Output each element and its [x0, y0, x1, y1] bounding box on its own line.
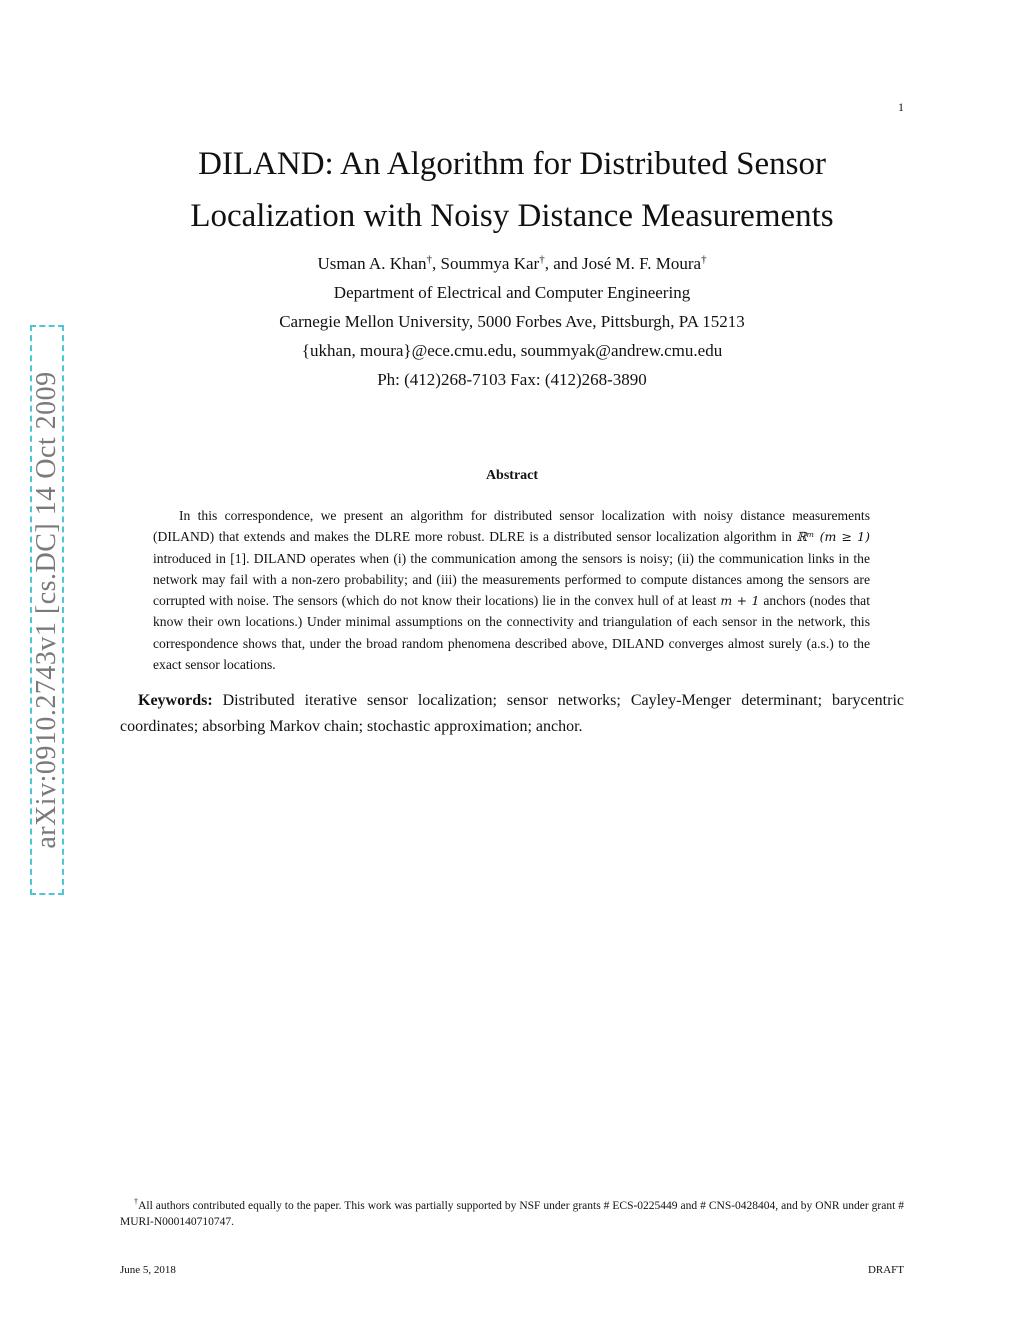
contact-phone: Ph: (412)268-7103 Fax: (412)268-3890 [377, 370, 647, 389]
page-number: 1 [898, 100, 904, 114]
affiliation-department: Department of Electrical and Computer Engineering [333, 283, 691, 302]
footnote-mark: † [134, 1197, 139, 1207]
author-emails: {ukhan, moura}@ece.cmu.edu, soummyak@andrew.cmu.edu [301, 341, 723, 360]
abstract-body: In this correspondence, we present an algorithm for distributed sensor localization with noisy distance measurements (DILAND) that extends and makes the DLRE more robust. DLRE is a distributed sensor localization algorithm in ℝᵐ (m ≥ 1) introduced in [1]. DILAND operates when (i) the communication among the sensors is noisy; (ii) the communication links in the network may fail with a non-zero probability; and (iii) the measurements performed to compute distances among the sensors are corrupted with noise. The sensors (which do not know their locations) lie in the convex hull of at least m + 1 anchors (nodes that know their own locations.) Under minimal assumptions on the connectivity and triangulation of each sensor in the network, this correspondence shows that, under the broad random phenomena described above, DILAND converges almost surely (a.s.) to the exact sensor locations. [153, 508, 870, 673]
math-expression: m + 1 [720, 593, 760, 609]
dagger-mark: † [539, 253, 545, 266]
dagger-mark: † [426, 253, 433, 266]
arxiv-identifier[interactable]: arXiv:0910.2743v1 [cs.DC] 14 Oct 2009 [31, 371, 62, 849]
paper-title [120, 138, 904, 242]
author-name: Soummya Kar [440, 254, 540, 273]
keywords [120, 688, 904, 740]
title-line-2: Localization with Noisy Distance Measurements [190, 198, 834, 234]
author-name: Usman A. Khan [317, 254, 427, 273]
keywords-label: Keywords: [138, 692, 213, 709]
abstract-heading: Abstract [485, 468, 539, 483]
arxiv-stamp[interactable] [30, 325, 64, 895]
math-expression: ℝᵐ (m ≥ 1) [796, 529, 870, 545]
author-names: Usman A. Khan†, Soummya Kar†, and José M. F. Moura† [317, 253, 707, 273]
dagger-mark: † [701, 253, 707, 266]
footnote-text: All authors contributed equally to the paper. This work was partially supported by NSF under grants # ECS-0225449 and # CNS-0428404, and by ONR under grant # MURI-N000140710747. [120, 1200, 905, 1228]
footer-date: June 5, 2018 [120, 1264, 176, 1276]
author-name: José M. F. Moura [582, 254, 702, 273]
affiliation-address: Carnegie Mellon University, 5000 Forbes Ave, Pittsburgh, PA 15213 [279, 312, 745, 331]
keywords-text: Distributed iterative sensor localization; sensor networks; Cayley-Menger determinant; barycentric coordinates; absorbing Markov chain; stochastic approximation; anchor. [120, 692, 904, 735]
author-block [120, 249, 904, 394]
footer-draft-label: DRAFT [867, 1264, 904, 1276]
title-line-1: DILAND: An Algorithm for Distributed Sensor [198, 146, 826, 182]
footnote [120, 1198, 904, 1230]
